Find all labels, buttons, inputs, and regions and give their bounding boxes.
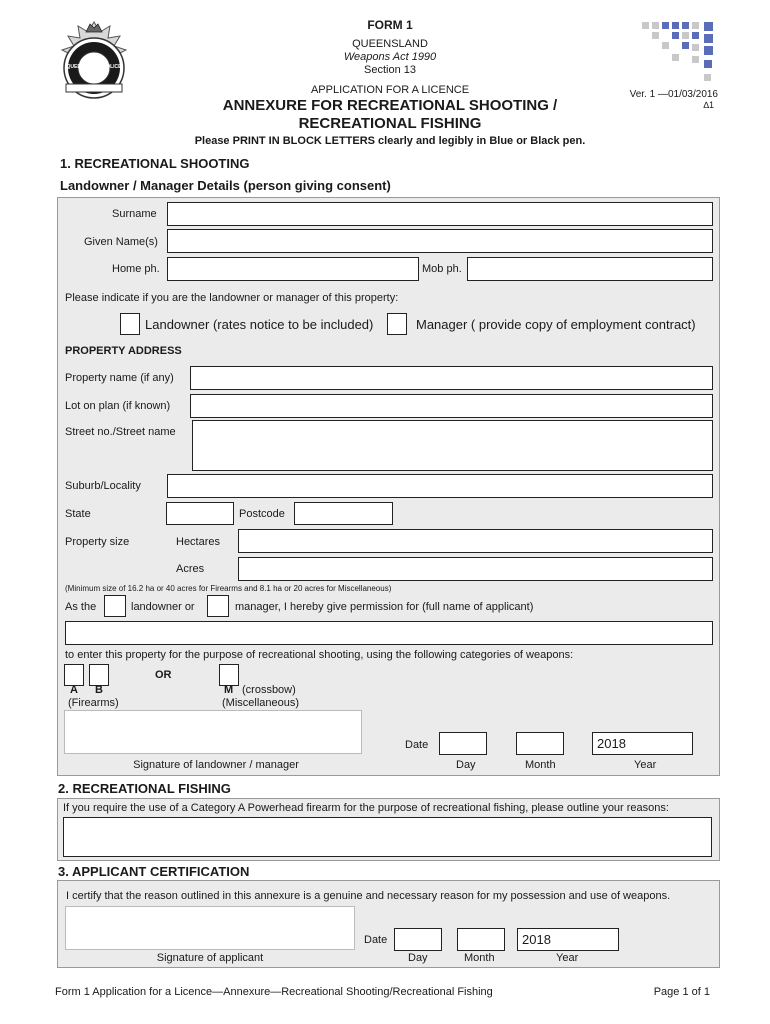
mobile-phone-input[interactable] (467, 257, 713, 281)
category-m-label: M (224, 684, 234, 696)
landowner-or-label: landowner or (131, 601, 195, 613)
suburb-input[interactable] (167, 474, 713, 498)
as-landowner-checkbox[interactable] (104, 595, 126, 617)
month-input-2[interactable] (457, 928, 505, 951)
month-label-2: Month (464, 952, 495, 964)
property-name-input[interactable] (190, 366, 713, 390)
year-label-2: Year (556, 952, 579, 964)
footer-title: Form 1 Application for a Licence—Annexure—Recreational Shooting/Recreational Fishing (55, 986, 493, 998)
indicate-text: Please indicate if you are the landowner or manager of this property: (65, 292, 399, 304)
surname-input[interactable] (167, 202, 713, 226)
manager-checkbox[interactable] (387, 313, 407, 335)
application-for: APPLICATION FOR A LICENCE (310, 84, 470, 96)
year-value-2: 2018 (522, 932, 551, 947)
police-badge-logo (52, 18, 136, 104)
state-input[interactable] (166, 502, 234, 525)
hectares-input[interactable] (238, 529, 713, 553)
category-a-checkbox[interactable] (64, 664, 84, 686)
form-number: FORM 1 (367, 18, 413, 32)
property-address-heading: PROPERTY ADDRESS (65, 345, 182, 357)
section2-heading: 2. RECREATIONAL FISHING (58, 781, 231, 796)
street-label: Street no./Street name (65, 426, 176, 438)
suburb-label: Suburb/Locality (65, 480, 141, 492)
property-name-label: Property name (if any) (65, 372, 174, 384)
version: Ver. 1 —01/03/2016 (629, 89, 718, 100)
page-title-line1: ANNEXURE FOR RECREATIONAL SHOOTING / (222, 97, 558, 114)
postcode-label: Postcode (239, 508, 285, 520)
print-instruction: Please PRINT IN BLOCK LETTERS clearly and legibly in Blue or Black pen. (194, 135, 586, 147)
acres-label: Acres (176, 563, 205, 575)
street-input[interactable] (192, 420, 713, 471)
date-label-2: Date (364, 934, 388, 946)
enter-property-text: to enter this property for the purpose of recreational shooting, using the following categories of weapons: (65, 649, 574, 661)
mobile-phone-label: Mob ph. (422, 263, 462, 275)
miscellaneous-label: (Miscellaneous) (222, 697, 300, 709)
amendment-mark: ∆1 (703, 100, 714, 110)
property-size-label: Property size (65, 536, 130, 548)
category-a-label: A (70, 684, 78, 696)
day-input-2[interactable] (394, 928, 442, 951)
given-names-label: Given Name(s) (84, 236, 158, 248)
day-label: Day (456, 759, 476, 771)
category-b-label: B (95, 684, 103, 696)
lot-on-plan-input[interactable] (190, 394, 713, 418)
page-title-line2: RECREATIONAL FISHING (298, 115, 482, 132)
landowner-signature-label: Signature of landowner / manager (133, 759, 299, 771)
corner-pattern (638, 18, 718, 84)
act-name: Weapons Act 1990 (343, 51, 437, 63)
given-names-input[interactable] (167, 229, 713, 253)
home-phone-input[interactable] (167, 257, 419, 281)
state-name: QUEENSLAND (352, 38, 428, 50)
section-name: Section 13 (364, 64, 416, 76)
as-the-label: As the (65, 601, 97, 613)
state-label: State (65, 508, 91, 520)
as-manager-checkbox[interactable] (207, 595, 229, 617)
applicant-signature-label: Signature of applicant (156, 952, 264, 964)
lot-on-plan-label: Lot on plan (if known) (65, 400, 171, 412)
surname-label: Surname (112, 208, 157, 220)
landowner-signature-box[interactable] (64, 710, 362, 754)
date-label: Date (405, 739, 429, 751)
fishing-reason-text: If you require the use of a Category A Powerhead firearm for the purpose of recreational fishing, please outline your reasons: (63, 802, 669, 814)
or-label: OR (155, 669, 172, 681)
landowner-details-heading: Landowner / Manager Details (person giving consent) (60, 178, 391, 193)
hectares-label: Hectares (176, 536, 221, 548)
postcode-input[interactable] (294, 502, 393, 525)
landowner-option-label: Landowner (rates notice to be included) (145, 317, 374, 332)
section3-heading: 3. APPLICANT CERTIFICATION (58, 864, 250, 879)
month-input[interactable] (516, 732, 564, 755)
year-value: 2018 (597, 736, 626, 751)
certification-text: I certify that the reason outlined in this annexure is a genuine and necessary reason for my possession and use of weapons. (66, 890, 671, 902)
section1-heading: 1. RECREATIONAL SHOOTING (60, 156, 250, 171)
badge-text: QUEENSLAND POLICE (66, 64, 122, 70)
acres-input[interactable] (238, 557, 713, 581)
crossbow-label: (crossbow) (242, 684, 296, 696)
month-label: Month (525, 759, 556, 771)
year-input[interactable] (592, 732, 693, 755)
page-number: Page 1 of 1 (653, 986, 710, 998)
landowner-checkbox[interactable] (120, 313, 140, 335)
day-input[interactable] (439, 732, 487, 755)
home-phone-label: Home ph. (112, 263, 160, 275)
applicant-name-input[interactable] (65, 621, 713, 645)
firearms-label: (Firearms) (68, 697, 119, 709)
year-label: Year (634, 759, 657, 771)
fishing-reason-input[interactable] (63, 817, 712, 857)
minimum-size-note: (Minimum size of 16.2 ha or 40 acres for Firearms and 8.1 ha or 20 acres for Miscellaneous) (65, 584, 392, 593)
category-b-checkbox[interactable] (89, 664, 109, 686)
applicant-signature-box[interactable] (65, 906, 355, 950)
category-m-checkbox[interactable] (219, 664, 239, 686)
year-input-2[interactable] (517, 928, 619, 951)
manager-option-label: Manager ( provide copy of employment contract) (416, 317, 696, 332)
permission-text: manager, I hereby give permission for (full name of applicant) (235, 601, 534, 613)
day-label-2: Day (408, 952, 428, 964)
